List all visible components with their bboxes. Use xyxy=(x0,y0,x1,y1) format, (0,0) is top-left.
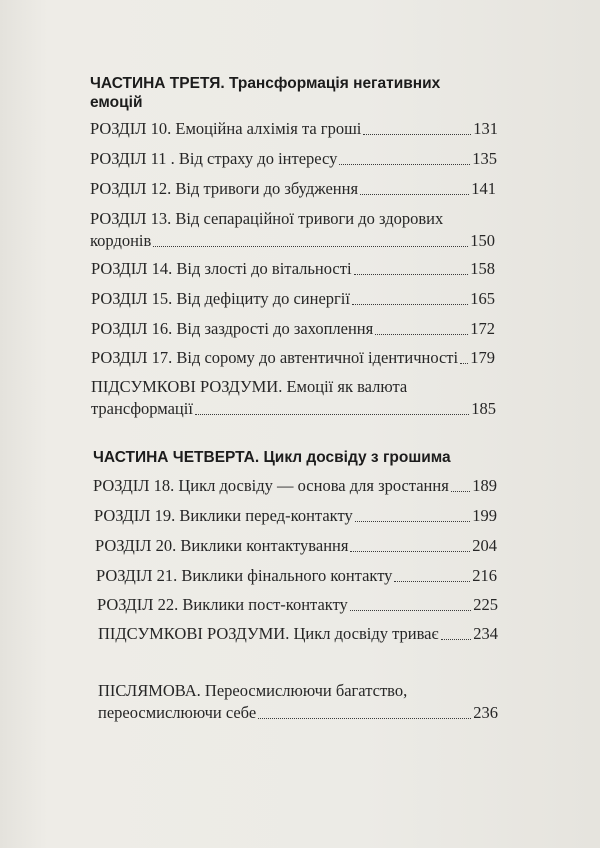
toc-page-number: 204 xyxy=(472,536,497,555)
leader-dots xyxy=(153,242,468,247)
part-title-line: ЧАСТИНА ЧЕТВЕРТА. Цикл досвіду з грошима xyxy=(93,449,451,466)
leader-dots xyxy=(258,714,471,719)
toc-entry-chapter-20[interactable] xyxy=(95,535,497,557)
part-title-line: емоцій xyxy=(90,94,143,111)
toc-page-number: 131 xyxy=(473,119,498,138)
toc-page-number: 236 xyxy=(473,703,498,722)
toc-entry-chapter-16[interactable] xyxy=(91,318,495,340)
leader-dots xyxy=(441,635,472,640)
toc-page-number: 234 xyxy=(473,624,498,643)
part-title xyxy=(90,74,510,112)
toc-entry-chapter-21[interactable] xyxy=(96,565,497,587)
toc-entry-chapter-10[interactable] xyxy=(90,118,498,140)
leader-dots xyxy=(195,410,469,415)
toc-entry-chapter-12[interactable] xyxy=(90,178,496,200)
toc-entry-text: РОЗДІЛ 18. Цикл досвіду — основа для зростання xyxy=(93,476,449,495)
toc-entry-text: трансформації xyxy=(91,399,193,418)
toc-entry-chapter-22[interactable] xyxy=(97,594,498,616)
toc-page-number: 165 xyxy=(470,289,495,308)
toc-entry-text: РОЗДІЛ 15. Від дефіциту до синергії xyxy=(91,289,350,308)
toc-page-number: 199 xyxy=(472,506,497,525)
toc-entry-summary-4[interactable] xyxy=(98,623,498,645)
leader-dots xyxy=(355,517,471,522)
leader-dots xyxy=(451,487,470,492)
toc-entry-text: РОЗДІЛ 19. Виклики перед-контакту xyxy=(94,506,353,525)
toc-entry-text: РОЗДІЛ 13. Від сепараційної тривоги до здорових xyxy=(90,209,444,228)
toc-page-number: 172 xyxy=(470,319,495,338)
toc-page-number: 150 xyxy=(470,231,495,250)
toc-entry-chapter-11[interactable] xyxy=(90,148,497,170)
toc-page-number: 216 xyxy=(472,566,497,585)
toc-page-number: 185 xyxy=(471,399,496,418)
leader-dots xyxy=(460,359,468,364)
toc-entry-text: РОЗДІЛ 17. Від сорому до автентичної ідентичності xyxy=(91,348,459,367)
toc-entry-text: РОЗДІЛ 22. Виклики пост-контакту xyxy=(97,595,348,614)
leader-dots xyxy=(352,300,468,305)
leader-dots xyxy=(360,190,469,195)
toc-entry-text: РОЗДІЛ 14. Від злості до вітальності xyxy=(91,259,352,278)
toc-entry-text: ПІДСУМКОВІ РОЗДУМИ. Цикл досвіду триває xyxy=(98,624,439,643)
toc-page-number: 179 xyxy=(470,348,495,367)
toc-entry-text: РОЗДІЛ 11 . Від страху до інтересу xyxy=(90,149,338,168)
toc-entry-summary-3[interactable] xyxy=(91,376,496,420)
toc-entry-text: ПІСЛЯМОВА. Переосмислюючи багатство, xyxy=(98,681,408,700)
toc-entry-text: переосмислюючи себе xyxy=(98,703,257,722)
toc-page-number: 189 xyxy=(472,476,497,495)
part-title-line: ЧАСТИНА ТРЕТЯ. Трансформація негативних xyxy=(90,75,441,92)
leader-dots xyxy=(339,160,470,165)
toc-entry-chapter-15[interactable] xyxy=(91,288,495,310)
leader-dots xyxy=(350,547,470,552)
leader-dots xyxy=(375,330,468,335)
toc-page-number: 158 xyxy=(470,259,495,278)
leader-dots xyxy=(363,130,471,135)
toc-entry-chapter-13[interactable] xyxy=(90,208,495,252)
toc-entry-chapter-18[interactable] xyxy=(93,475,497,497)
toc-entry-chapter-19[interactable] xyxy=(94,505,497,527)
toc-page-number: 135 xyxy=(472,149,497,168)
toc-entry-afterword[interactable] xyxy=(98,680,498,724)
leader-dots xyxy=(350,606,471,611)
toc-entry-chapter-14[interactable] xyxy=(91,258,495,280)
toc-entry-text: РОЗДІЛ 20. Виклики контактування xyxy=(95,536,349,555)
toc-entry-text: РОЗДІЛ 10. Емоційна алхімія та гроші xyxy=(90,119,362,138)
part-title xyxy=(93,448,513,467)
toc-entry-text: РОЗДІЛ 21. Виклики фінального контакту xyxy=(96,566,393,585)
toc-entry-chapter-17[interactable] xyxy=(91,347,495,369)
leader-dots xyxy=(354,270,469,275)
toc-entry-text: РОЗДІЛ 12. Від тривоги до збудження xyxy=(90,179,359,198)
toc-entry-text: ПІДСУМКОВІ РОЗДУМИ. Емоції як валюта xyxy=(91,377,408,396)
toc-entry-text: РОЗДІЛ 16. Від заздрості до захоплення xyxy=(91,319,374,338)
toc-page-number: 225 xyxy=(473,595,498,614)
leader-dots xyxy=(394,577,470,582)
toc-entry-text: кордонів xyxy=(90,231,152,250)
toc-page-number: 141 xyxy=(471,179,496,198)
